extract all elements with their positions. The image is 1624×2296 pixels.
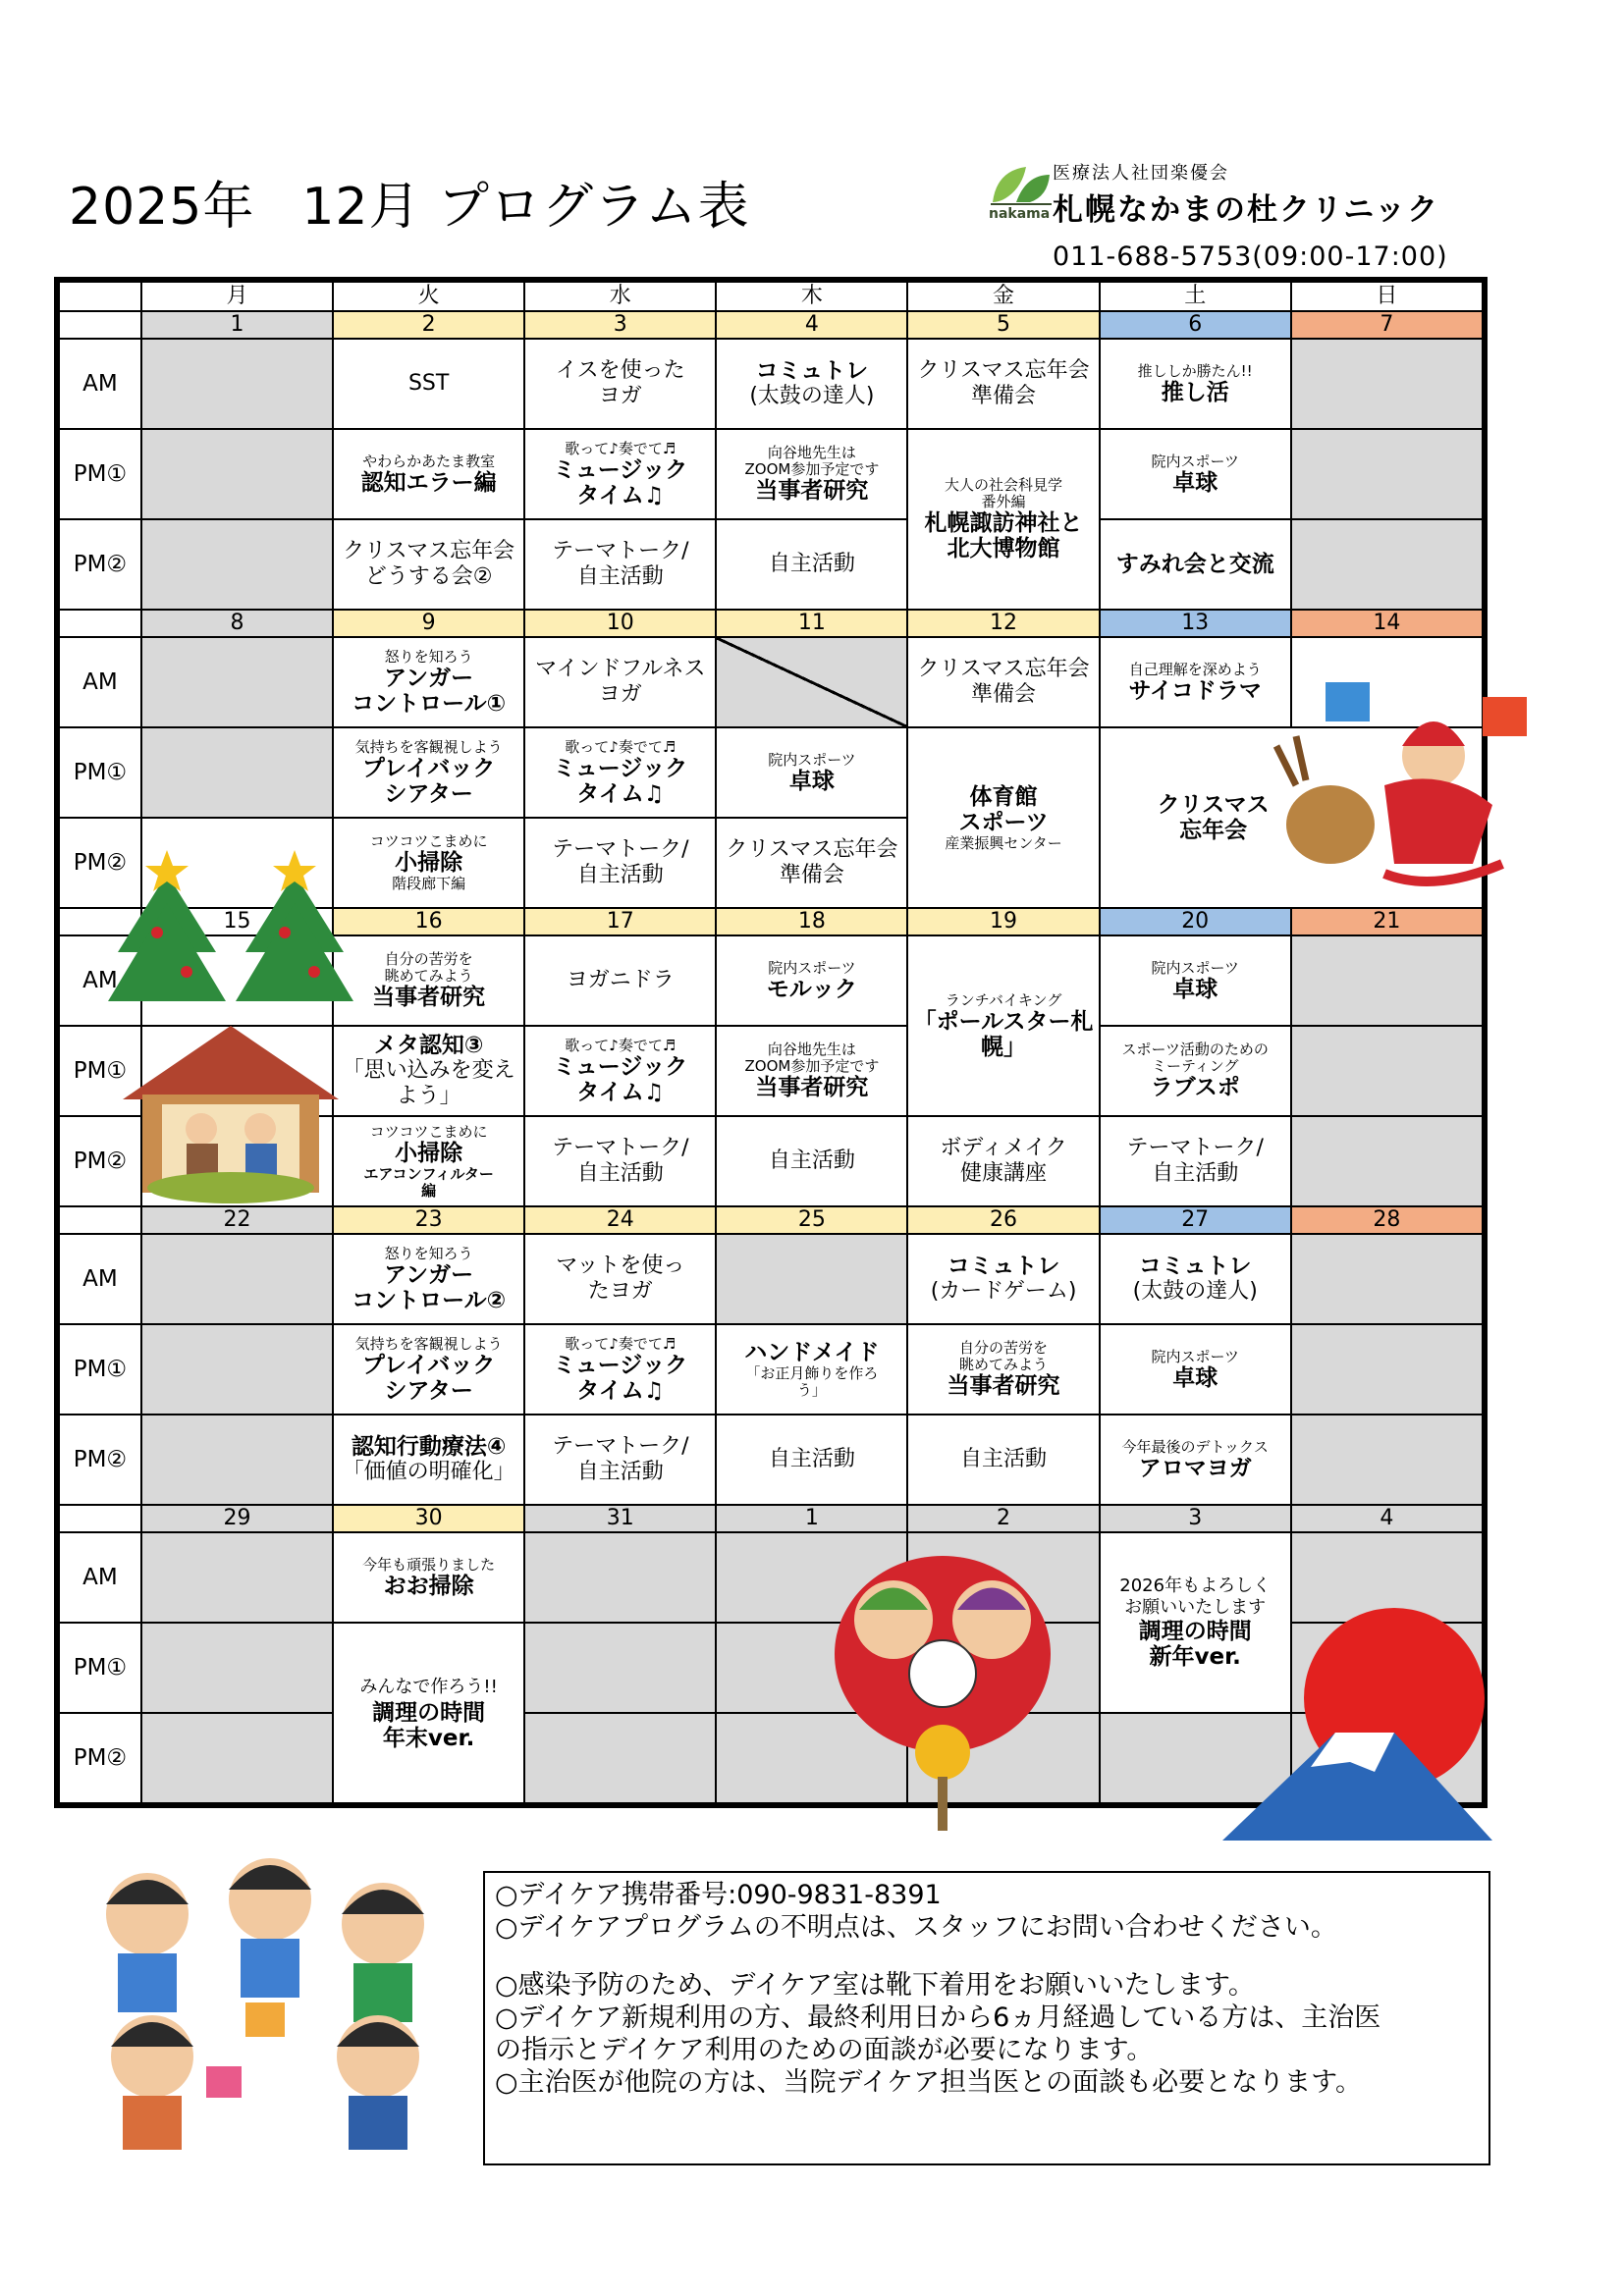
program-cell: メタ認知③ 「思い込みを変え よう」 (333, 1026, 524, 1116)
corner-cell (59, 282, 141, 311)
notice-box (483, 1871, 1490, 2165)
program-cell: 歌って♪奏でて♬ ミュージック タイム♫ (524, 429, 716, 519)
program-cell: 今年も頑張りました おお掃除 (333, 1532, 524, 1623)
empty-cell (716, 1234, 907, 1324)
weekday-wed: 水 (524, 282, 716, 311)
empty-cell (141, 1713, 333, 1803)
program-cell: ヨガニドラ (524, 935, 716, 1026)
weekday-thu: 木 (716, 282, 907, 311)
empty-cell (1291, 429, 1483, 519)
slot-label: PM① (59, 1623, 141, 1713)
slot-label: PM② (59, 519, 141, 610)
date-cell: 20 (1100, 908, 1291, 935)
org-name: 医療法人社団楽優会 (1053, 163, 1229, 184)
week4-date-row (59, 1206, 1483, 1234)
notice-socks: ○感染予防のため、デイケア室は靴下着用をお願いいたします。 (495, 1970, 1255, 2001)
date-cell: 9 (333, 610, 524, 637)
kids-with-gifts-icon (59, 1845, 471, 2169)
title-program: プログラム表 (438, 178, 750, 237)
date-cell: 6 (1100, 311, 1291, 339)
date-cell: 14 (1291, 610, 1483, 637)
program-cell: クリスマス忘年会 どうする会② (333, 519, 524, 610)
date-cell: 19 (907, 908, 1099, 935)
date-cell: 1 (141, 311, 333, 339)
date-cell: 4 (1291, 1505, 1483, 1532)
date-cell: 2 (333, 311, 524, 339)
empty-cell (524, 1532, 716, 1623)
date-cell: 28 (1291, 1206, 1483, 1234)
program-cell: 体育館 スポーツ 産業振興センター (907, 727, 1099, 908)
empty-cell (141, 1324, 333, 1415)
empty-cell (1291, 1234, 1483, 1324)
program-cell: イスを使った ヨガ (524, 339, 716, 429)
program-cell: 向谷地先生は ZOOM参加予定です 当事者研究 (716, 1026, 907, 1116)
date-cell: 12 (907, 610, 1099, 637)
weekday-header-row (59, 282, 1483, 311)
week1-am-row (59, 339, 1483, 429)
date-cell: 21 (1291, 908, 1483, 935)
program-cell: クリスマス忘年会 準備会 (716, 818, 907, 908)
date-cell: 2 (907, 1505, 1099, 1532)
notice-phone: ○デイケア携帯番号:090-9831-8391 (495, 1880, 942, 1910)
date-cell: 22 (141, 1206, 333, 1234)
notice-contact: ○デイケアプログラムの不明点は、スタッフにお問い合わせください。 (495, 1912, 1337, 1943)
program-cell: 向谷地先生は ZOOM参加予定です 当事者研究 (716, 429, 907, 519)
empty-cell (141, 1415, 333, 1505)
program-cell: 院内スポーツ 卓球 (1100, 935, 1291, 1026)
date-cell: 3 (524, 311, 716, 339)
date-cell: 24 (524, 1206, 716, 1234)
program-cell: 自主活動 (716, 519, 907, 610)
date-cell: 10 (524, 610, 716, 637)
program-cell: クリスマス忘年会 準備会 (907, 339, 1099, 429)
title-year: 2025年 (69, 178, 255, 237)
weekday-mon: 月 (141, 282, 333, 311)
program-cell: コミュトレ (太鼓の達人) (716, 339, 907, 429)
week1-date-row (59, 311, 1483, 339)
program-cell: 歌って♪奏でて♬ ミュージック タイム♫ (524, 1324, 716, 1415)
program-cell: 歌って♪奏でて♬ ミュージック タイム♫ (524, 727, 716, 818)
program-cell: テーマトーク/ 自主活動 (524, 818, 716, 908)
notice-new-user-cont: の指示とデイケア利用のための面談が必要になります。 (495, 2035, 1154, 2065)
program-cell: 気持ちを客観視しよう プレイバック シアター (333, 727, 524, 818)
empty-cell (141, 1234, 333, 1324)
date-cell: 16 (333, 908, 524, 935)
slot-label: PM② (59, 1713, 141, 1803)
program-cell: マインドフルネス ヨガ (524, 637, 716, 727)
clinic-name: 札幌なかまの杜クリニック (1053, 192, 1440, 228)
date-cell: 26 (907, 1206, 1099, 1234)
program-cell: クリスマス忘年会 準備会 (907, 637, 1099, 727)
empty-cell (141, 519, 333, 610)
empty-cell (141, 339, 333, 429)
program-cell: やわらかあたま教室 認知エラー編 (333, 429, 524, 519)
crossed-out-cell (716, 637, 907, 727)
slot-label: AM (59, 637, 141, 727)
program-cell: ボディメイク 健康講座 (907, 1116, 1099, 1206)
date-cell: 25 (716, 1206, 907, 1234)
week1-pm2-row (59, 519, 1483, 610)
empty-cell (141, 1532, 333, 1623)
empty-cell (524, 1623, 716, 1713)
christmas-tree-icon (98, 844, 363, 1031)
program-cell: みんなで作ろう!! 調理の時間 年末ver. (333, 1623, 524, 1803)
empty-cell (524, 1713, 716, 1803)
program-cell: コツコツこまめに 小掃除 階段廊下編 (333, 818, 524, 908)
empty-cell (141, 727, 333, 818)
weekday-sat: 土 (1100, 282, 1291, 311)
program-cell: コツコツこまめに 小掃除 エアコンフィルター 編 (333, 1116, 524, 1206)
program-cell: コミュトレ (カードゲーム) (907, 1234, 1099, 1324)
weekday-fri: 金 (907, 282, 1099, 311)
program-cell: クリスマス 忘年会 (1100, 727, 1483, 908)
empty-cell (1291, 1324, 1483, 1415)
notice-new-user: ○デイケア新規利用の方、最終利用日から6ヵ月経過している方は、主治医 (495, 2002, 1381, 2033)
program-cell: 怒りを知ろう アンガー コントロール② (333, 1234, 524, 1324)
date-cell: 17 (524, 908, 716, 935)
date-cell: 5 (907, 311, 1099, 339)
page-title (69, 165, 750, 239)
mount-fuji-sunrise-icon (1222, 1605, 1492, 1841)
empty-cell (1291, 519, 1483, 610)
date-cell: 8 (141, 610, 333, 637)
program-cell: コミュトレ (太鼓の達人) (1100, 1234, 1291, 1324)
slot-label: PM② (59, 1116, 141, 1206)
slot-label: AM (59, 1234, 141, 1324)
date-cell: 4 (716, 311, 907, 339)
slot-label: PM① (59, 429, 141, 519)
date-cell: 3 (1100, 1505, 1291, 1532)
program-cell: 自主活動 (716, 1116, 907, 1206)
slot-label: PM① (59, 1324, 141, 1415)
slot-label: AM (59, 339, 141, 429)
program-cell: 院内スポーツ 卓球 (1100, 1324, 1291, 1415)
week4-am-row (59, 1234, 1483, 1324)
empty-cell (1291, 1415, 1483, 1505)
date-cell: 30 (333, 1505, 524, 1532)
week4-pm1-row (59, 1324, 1483, 1415)
program-cell: テーマトーク/ 自主活動 (1100, 1116, 1291, 1206)
program-cell: 院内スポーツ モルック (716, 935, 907, 1026)
slot-label: PM① (59, 1026, 141, 1116)
santa-sleigh-icon (1237, 677, 1542, 913)
program-cell: 院内スポーツ 卓球 (716, 727, 907, 818)
nativity-scene-icon (118, 1021, 344, 1207)
program-cell: ランチバイキング 「ポールスター札 幌」 (907, 935, 1099, 1116)
notice-other-clinic: ○主治医が他院の方は、当院デイケア担当医との面談も必要となります。 (495, 2067, 1362, 2098)
empty-cell (1291, 935, 1483, 1026)
program-cell: スポーツ活動のための ミーティング ラブスポ (1100, 1026, 1291, 1116)
program-cell: 歌って♪奏でて♬ ミュージック タイム♫ (524, 1026, 716, 1116)
title-month: 12月 (301, 178, 421, 237)
program-cell: 今年最後のデトックス アロマヨガ (1100, 1415, 1291, 1505)
slot-label: AM (59, 935, 141, 1026)
program-cell: ハンドメイド 「お正月飾りを作ろ う」 (716, 1324, 907, 1415)
slot-label: AM (59, 1532, 141, 1623)
empty-cell (141, 637, 333, 727)
program-cell: テーマトーク/ 自主活動 (524, 1415, 716, 1505)
program-cell: 自己理解を深めよう サイコドラマ (1100, 637, 1291, 727)
program-cell: マットを使っ たヨガ (524, 1234, 716, 1324)
slot-label: PM② (59, 818, 141, 908)
program-cell: 認知行動療法④ 「価値の明確化」 (333, 1415, 524, 1505)
date-cell: 13 (1100, 610, 1291, 637)
date-cell: 31 (524, 1505, 716, 1532)
program-cell: 院内スポーツ 卓球 (1100, 429, 1291, 519)
weekday-sun: 日 (1291, 282, 1483, 311)
program-cell: 自分の苦労を 眺めてみよう 当事者研究 (333, 935, 524, 1026)
empty-cell (141, 429, 333, 519)
week1-pm1-row (59, 429, 1483, 519)
program-cell: 自主活動 (716, 1415, 907, 1505)
date-cell: 1 (716, 1505, 907, 1532)
program-cell: 気持ちを客観視しよう プレイバック シアター (333, 1324, 524, 1415)
date-cell: 29 (141, 1505, 333, 1532)
program-cell: テーマトーク/ 自主活動 (524, 519, 716, 610)
weekday-tue: 火 (333, 282, 524, 311)
date-cell: 23 (333, 1206, 524, 1234)
week2-date-row (59, 610, 1483, 637)
date-cell: 18 (716, 908, 907, 935)
week4-pm2-row (59, 1415, 1483, 1505)
program-cell: SST (333, 339, 524, 429)
program-cell: 自主活動 (907, 1415, 1099, 1505)
clinic-logo (987, 157, 1497, 226)
date-cell: 11 (716, 610, 907, 637)
logo-wordmark: nakama (989, 206, 1051, 222)
date-cell: 15 (141, 908, 333, 935)
slot-label: PM① (59, 727, 141, 818)
date-cell: 27 (1100, 1206, 1291, 1234)
program-cell: 大人の社会科見学 番外編 札幌諏訪神社と 北大博物館 (907, 429, 1099, 610)
program-cell: 2026年もよろしく お願いいたします 調理の時間 新年ver. (1100, 1532, 1291, 1713)
empty-cell (1291, 1026, 1483, 1116)
program-cell: 怒りを知ろう アンガー コントロール① (333, 637, 524, 727)
program-cell: 自分の苦労を 眺めてみよう 当事者研究 (907, 1324, 1099, 1415)
slot-label: PM② (59, 1415, 141, 1505)
empty-cell (141, 1623, 333, 1713)
program-cell: テーマトーク/ 自主活動 (524, 1116, 716, 1206)
new-year-lucky-gods-icon (810, 1526, 1075, 1831)
program-cell: すみれ会と交流 (1100, 519, 1291, 610)
date-cell: 7 (1291, 311, 1483, 339)
week5-date-row (59, 1505, 1483, 1532)
empty-cell (1291, 1116, 1483, 1206)
program-cell: 推ししか勝たん!! 推し活 (1100, 339, 1291, 429)
empty-cell (1291, 339, 1483, 429)
clinic-phone: 011-688-5753(09:00-17:00) (1053, 241, 1448, 272)
